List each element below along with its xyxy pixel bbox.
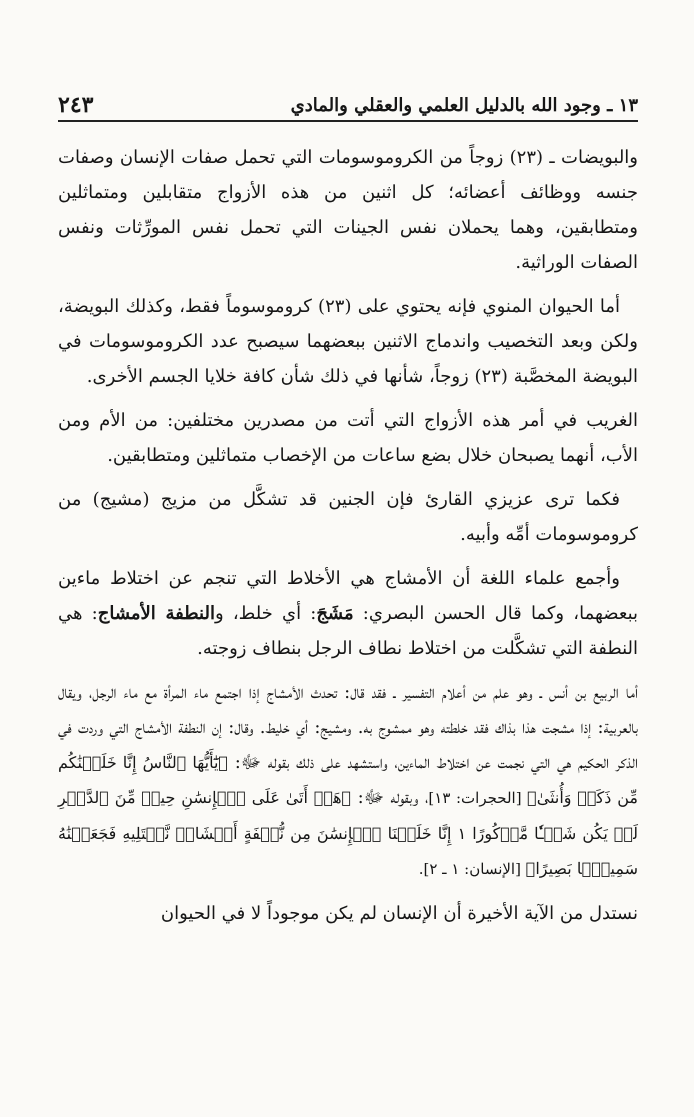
running-title: ١٣ ـ وجود الله بالدليل العلمي والعقلي والمادي: [290, 95, 638, 116]
page-header: [58, 86, 638, 122]
page-number: ٢٤٣: [58, 92, 94, 118]
verse-reference: [الإنسان: ١ ـ ٢].: [418, 860, 526, 878]
text-run: : هي النطفة التي تشكَّلت من اختلاط نطاف الرجل بنطاف زوجته.: [58, 603, 638, 659]
paragraph: الغريب في أمر هذه الأزواج التي أتت من مصدرين مختلفين: من الأم ومن الأب، أنهما يصبحان خلال بضع ساعات من الإخصاب متماثلين ومتطابقين.: [58, 410, 638, 466]
paragraph: والبويضات ـ (٢٣) زوجاً من الكروموسومات التي تحمل صفات الإنسان وصفات جنسه ووظائف أعضائه؛ كل اثنين من هذه الأزواج متقابلين ومتماثلين ومتطابقين، وهما يحملان نفس الجينات التي تحمل نفس المورِّثات ونفس الصفات الوراثية.: [58, 147, 639, 273]
text-run: : أي خلط، و: [214, 603, 317, 624]
quran-verse: ﴿هَلۡ أَتَىٰ عَلَى ٱلۡإِنسَٰنِ حِينٞ مِّنَ ٱلدَّهۡرِ لَمۡ يَكُن شَيۡـٔٗا مَّذۡكُورًا ١ إِنَّا خَلَقۡنَا ٱلۡإِنسَٰنَ مِن نُّطۡفَةٍ أَمۡشَاجٖ نَّبۡتَلِيهِ فَجَعَلۡنَٰهُ سَمِيعَۢا بَصِيرًا﴾: [58, 788, 638, 878]
paragraph: فكما ترى عزيزي القارئ فإن الجنين قد تشكَّل من مزيج (مشيج) من كروموسومات أمِّه وأبيه.: [58, 489, 638, 545]
paragraph: نستدل من الآية الأخيرة أن الإنسان لم يكن موجوداً لا في الحيوان: [160, 903, 638, 924]
bold-term: مَشَجَ: [316, 603, 354, 624]
body-text: [58, 140, 638, 940]
paragraph: [58, 675, 638, 887]
paragraph: أما الحيوان المنوي فإنه يحتوي على (٢٣) كروموسوماً فقط، وكذلك البويضة، ولكن وبعد التخصيب واندماج الاثنين ببعضهما سيصبح عدد الكروموسومات في البويضة المخصَّبة (٢٣) زوجاً، شأنها في ذلك شأن كافة خلايا الجسم الأخرى.: [58, 296, 638, 387]
text-run: أما الربيع بن أنس ـ وهو علم من أعلام التفسير ـ فقد قال: تحدث الأمشاج إذا اجتمع ماء المرأة مع ماء الرجل، ويقال بالعربية: إذا مشجت هذا بذاك فقد خلطته وهو ممشوج به. ومشيج: أي خليط. وقال: إن النطفة الأمشاج التي وردت في الذكر الحكيم هي التي نجمت عن اختلاط الماءين، واستشهد على ذلك بقوله ﷻ:: [58, 682, 638, 773]
paragraph: [58, 561, 638, 666]
quran-verse: ﴿يَٰٓأَيُّهَا ٱلنَّاسُ إِنَّا خَلَقۡنَٰكُم مِّن ذَكَرٖ وَأُنثَىٰ﴾: [58, 753, 638, 807]
bold-term: النطفة الأمشاج: [97, 603, 215, 624]
verse-reference: [الحجرات: ١٣]: [428, 789, 528, 807]
text-run: ، وبقوله ﷻ:: [351, 787, 429, 808]
text-run: وأجمع علماء اللغة أن الأمشاج هي الأخلاط التي تنجم عن اختلاط ماءين ببعضهما، وكما قال الحسن البصري:: [58, 568, 639, 624]
